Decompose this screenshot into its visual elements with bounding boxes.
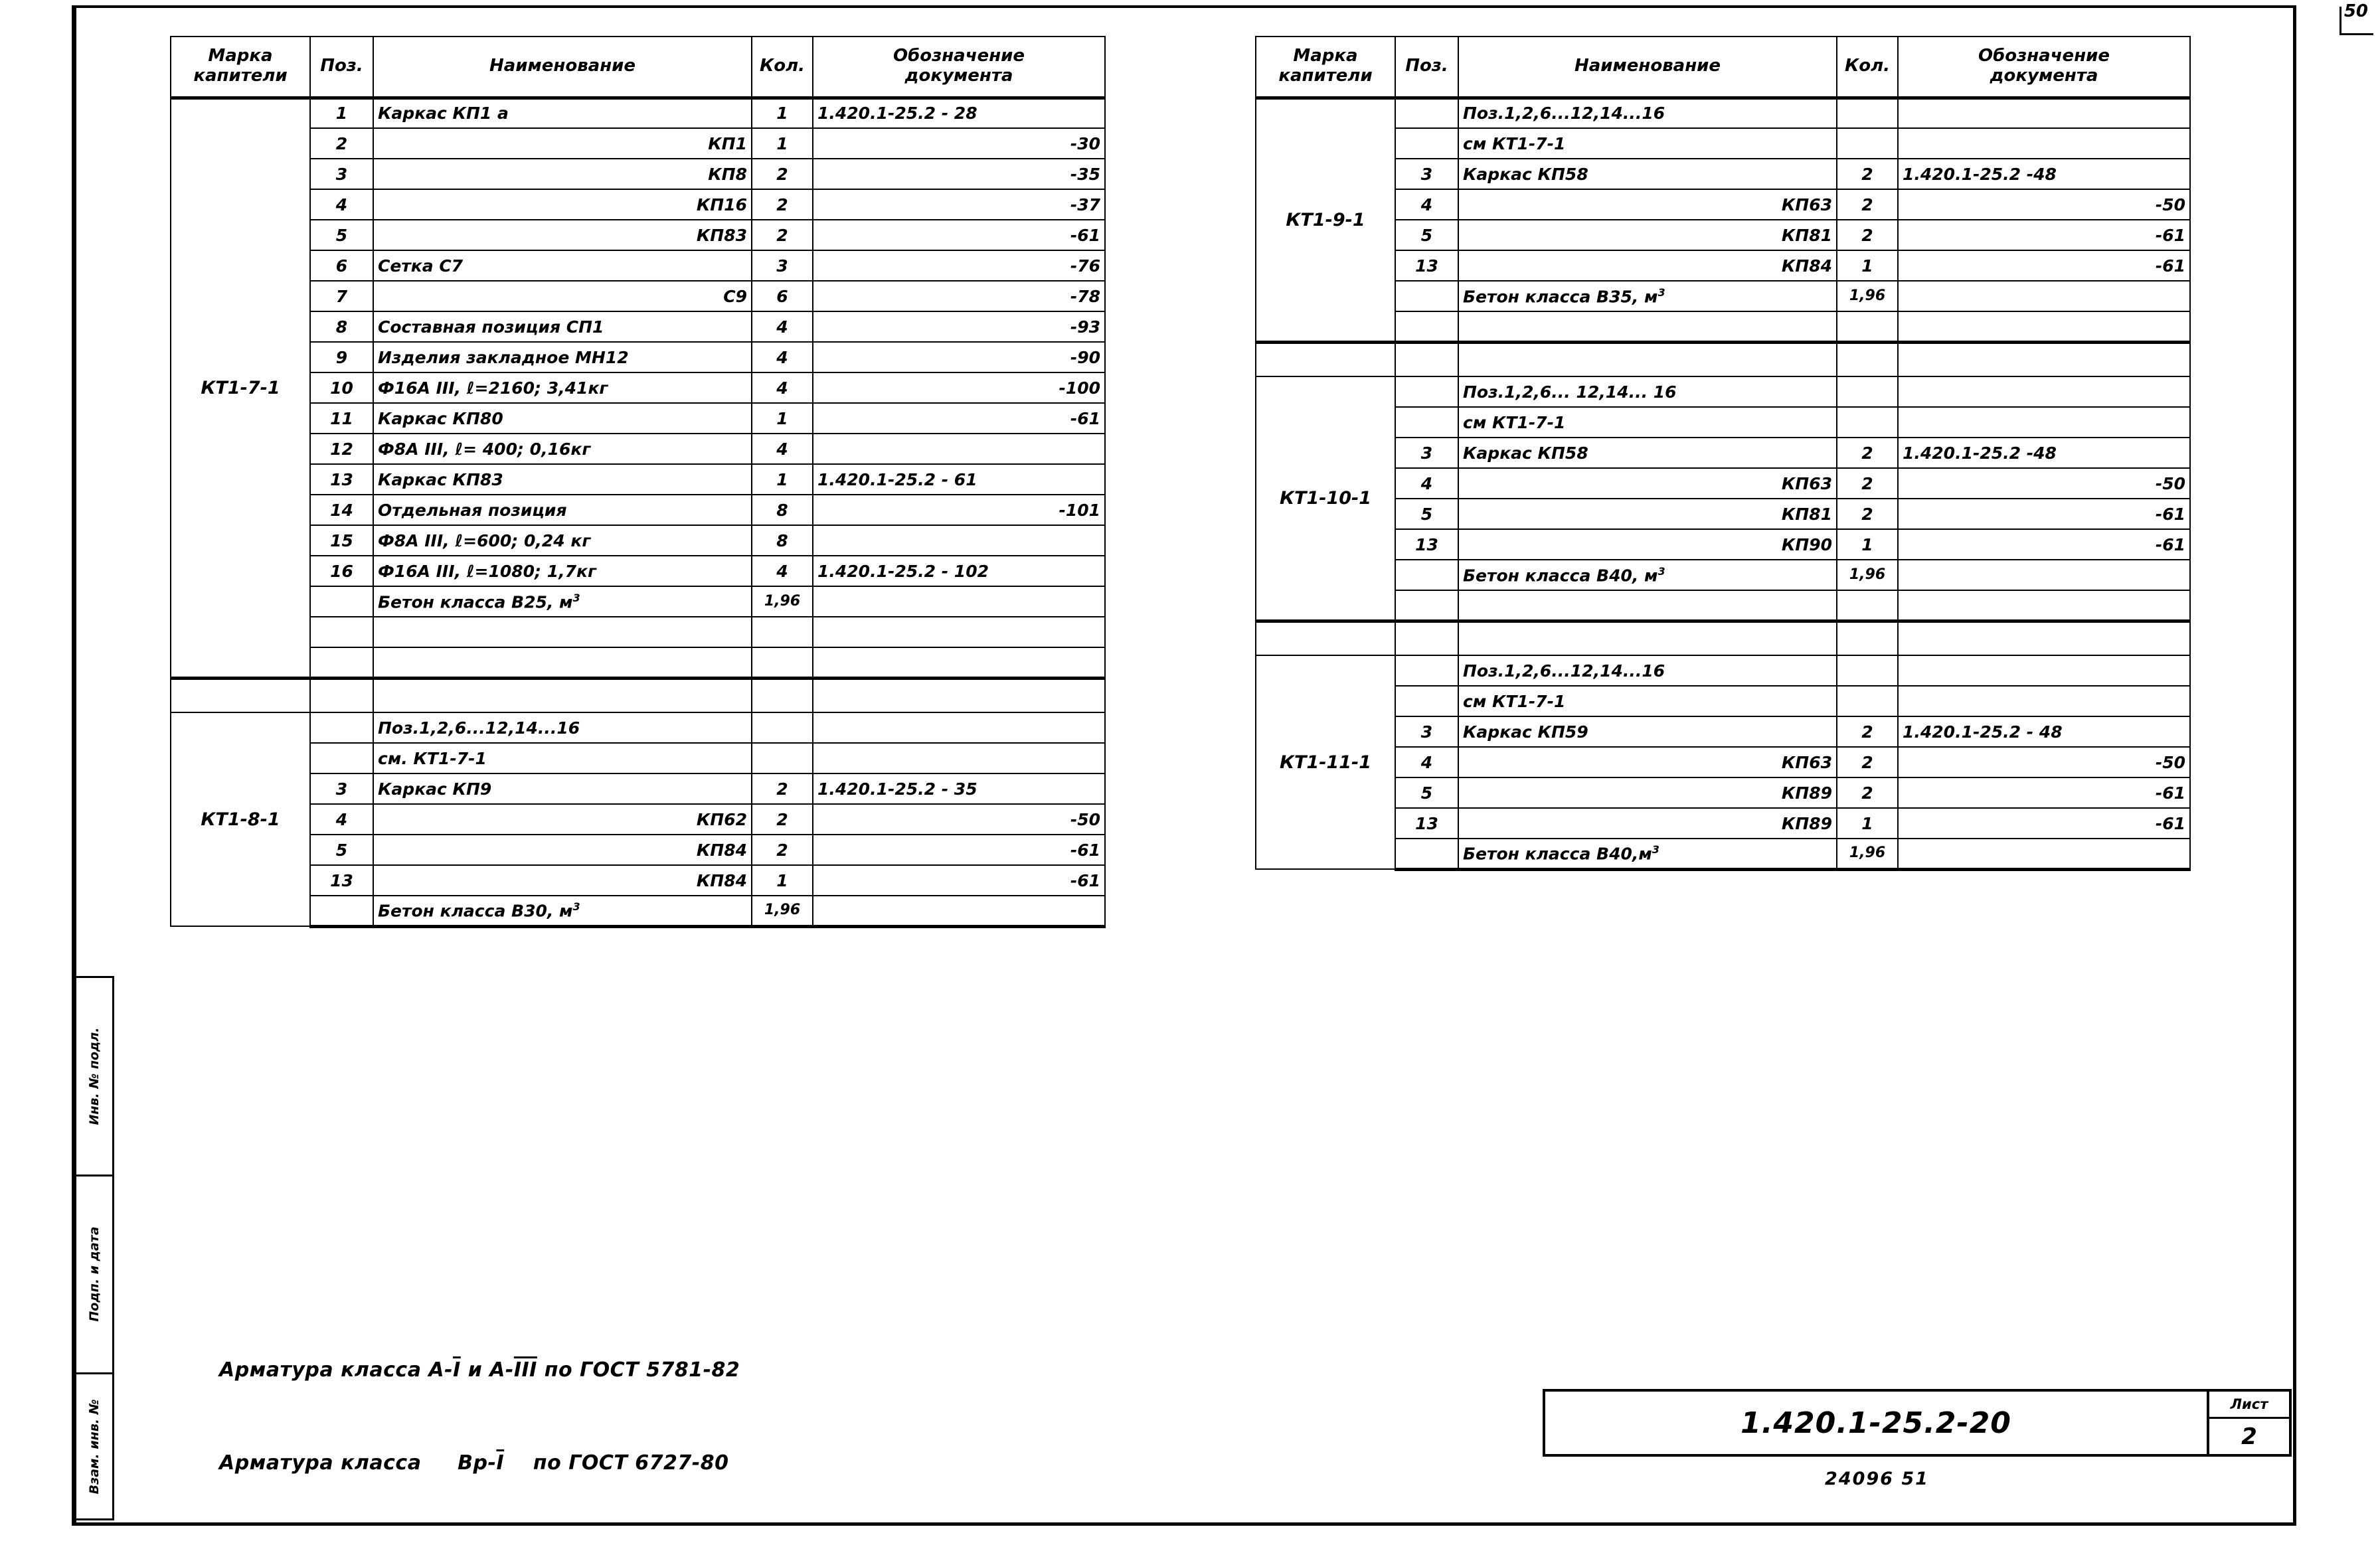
cell-quantity xyxy=(752,743,813,773)
cell-position: 4 xyxy=(310,189,373,220)
cell-position xyxy=(310,712,373,743)
stamp-cell-inv-podl: Инв. № подл. xyxy=(76,978,112,1176)
cell-name: КП89 xyxy=(1458,808,1837,839)
cell-quantity xyxy=(1837,376,1898,407)
cell-position: 13 xyxy=(310,865,373,896)
table-row xyxy=(1256,128,2190,159)
cell-quantity: 1,96 xyxy=(1837,281,1898,311)
cell-position xyxy=(310,896,373,926)
table-row xyxy=(171,896,1105,926)
column-header-qty: Кол. xyxy=(1837,37,1898,98)
spacer-cell xyxy=(1898,621,2190,655)
cell-name: Поз.1,2,6... 12,14... 16 xyxy=(1458,376,1837,407)
cell-document-code: -90 xyxy=(813,342,1105,372)
table-row xyxy=(1256,376,2190,407)
cell-name: Ф16А III, ℓ=2160; 3,41кг xyxy=(373,372,752,403)
cell-quantity: 8 xyxy=(752,525,813,556)
cell-quantity xyxy=(1837,686,1898,716)
cell-quantity: 4 xyxy=(752,556,813,586)
cell-name: КП81 xyxy=(1458,220,1837,250)
cell-document-code: 1.420.1-25.2 -48 xyxy=(1898,438,2190,468)
cell-quantity: 2 xyxy=(1837,716,1898,747)
cell-name: Отдельная позиция xyxy=(373,495,752,525)
table-row xyxy=(1256,468,2190,499)
cell-quantity: 1,96 xyxy=(1837,560,1898,590)
sheet-number-box xyxy=(2207,1392,2289,1454)
cell-document-code: -78 xyxy=(813,281,1105,311)
table-row xyxy=(1256,189,2190,220)
cell-quantity: 2 xyxy=(1837,159,1898,189)
cell-quantity: 4 xyxy=(752,434,813,464)
sheet-number: 2 xyxy=(2241,1423,2257,1450)
cell-position: 3 xyxy=(1395,438,1458,468)
table-header-row xyxy=(1256,37,2190,98)
cell-document-code xyxy=(813,525,1105,556)
cell-name: см. КТ1-7-1 xyxy=(373,743,752,773)
cell-position: 2 xyxy=(310,128,373,159)
cell-position xyxy=(310,617,373,647)
cell-position xyxy=(1395,407,1458,438)
cell-quantity xyxy=(752,712,813,743)
cell-quantity: 2 xyxy=(752,159,813,189)
spacer-cell xyxy=(171,678,310,712)
block-separator-row xyxy=(1256,342,2190,376)
cell-position: 13 xyxy=(1395,808,1458,839)
cell-position: 15 xyxy=(310,525,373,556)
table-row xyxy=(1256,808,2190,839)
cell-name: КП8 xyxy=(373,159,752,189)
column-header-pos: Поз. xyxy=(310,37,373,98)
cell-name: Ф8А III, ℓ= 400; 0,16кг xyxy=(373,434,752,464)
cell-document-code xyxy=(813,896,1105,926)
cell-document-code: -50 xyxy=(1898,468,2190,499)
capital-mark-cell: КТ1-11-1 xyxy=(1256,655,1395,869)
table-row xyxy=(171,434,1105,464)
capital-mark-cell: КТ1-9-1 xyxy=(1256,98,1395,342)
cell-document-code: -61 xyxy=(1898,220,2190,250)
cell-position xyxy=(310,743,373,773)
cell-name: КП81 xyxy=(1458,499,1837,529)
capital-mark-cell: КТ1-7-1 xyxy=(171,98,310,678)
cell-document-code: -30 xyxy=(813,128,1105,159)
cell-name: КП84 xyxy=(1458,250,1837,281)
spacer-cell xyxy=(1898,342,2190,376)
spacer-cell xyxy=(373,678,752,712)
table-row xyxy=(1256,839,2190,869)
cell-quantity: 2 xyxy=(1837,777,1898,808)
cell-name: КП89 xyxy=(1458,777,1837,808)
cell-quantity: 1 xyxy=(1837,250,1898,281)
cell-position xyxy=(310,586,373,617)
cell-position: 4 xyxy=(1395,747,1458,777)
cell-document-code: -37 xyxy=(813,189,1105,220)
spacer-cell xyxy=(1458,342,1837,376)
cell-document-code xyxy=(1898,407,2190,438)
cell-name xyxy=(1458,590,1837,621)
cell-name: КП62 xyxy=(373,804,752,835)
reinforcement-notes xyxy=(219,1293,740,1510)
cell-quantity: 1,96 xyxy=(1837,839,1898,869)
cell-name: Бетон класса В30, $м^3$ xyxy=(373,896,752,926)
cell-position: 9 xyxy=(310,342,373,372)
cell-quantity: 1,96 xyxy=(752,586,813,617)
table-row xyxy=(171,712,1105,743)
cell-document-code: -35 xyxy=(813,159,1105,189)
cell-position: 3 xyxy=(1395,716,1458,747)
cell-name: КП63 xyxy=(1458,747,1837,777)
cell-position xyxy=(1395,655,1458,686)
cell-quantity: 2 xyxy=(1837,438,1898,468)
corner-page-number: 50 xyxy=(2343,1,2368,21)
cell-document-code: -61 xyxy=(1898,777,2190,808)
cell-name: КП16 xyxy=(373,189,752,220)
column-header-name: Наименование xyxy=(373,37,752,98)
class-a1-roman: $\overline{I}$ xyxy=(453,1358,461,1382)
cell-name: КП1 xyxy=(373,128,752,159)
table-row xyxy=(1256,560,2190,590)
table-row xyxy=(171,189,1105,220)
table-row xyxy=(171,250,1105,281)
cell-document-code: -61 xyxy=(813,220,1105,250)
cell-position xyxy=(1395,311,1458,342)
cell-document-code: -61 xyxy=(813,403,1105,434)
cell-document-code xyxy=(1898,839,2190,869)
cell-document-code: 1.420.1-25.2 - 28 xyxy=(813,98,1105,128)
cell-position xyxy=(1395,686,1458,716)
cell-name: Каркас КП58 xyxy=(1458,159,1837,189)
table-row xyxy=(171,128,1105,159)
cell-name: Бетон класса В40, $м^3$ xyxy=(1458,560,1837,590)
stamp-cell-vzam-inv: Взам. инв. № xyxy=(87,1399,102,1495)
cell-document-code: -50 xyxy=(813,804,1105,835)
cell-document-code xyxy=(813,617,1105,647)
cell-position: 12 xyxy=(310,434,373,464)
cell-quantity xyxy=(1837,311,1898,342)
cell-quantity: 3 xyxy=(752,250,813,281)
table-row xyxy=(171,586,1105,617)
cell-document-code: -100 xyxy=(813,372,1105,403)
capital-mark-cell: КТ1-8-1 xyxy=(171,712,310,926)
column-header-qty: Кол. xyxy=(752,37,813,98)
cell-position xyxy=(1395,376,1458,407)
cell-quantity: 1 xyxy=(752,98,813,128)
archive-code: 24096 51 xyxy=(1825,1469,1929,1489)
column-header-name: Наименование xyxy=(1458,37,1837,98)
cell-document-code: -61 xyxy=(813,835,1105,865)
cell-position: 5 xyxy=(310,835,373,865)
cell-document-code xyxy=(1898,281,2190,311)
cell-document-code: -61 xyxy=(1898,529,2190,560)
cell-quantity: 2 xyxy=(752,804,813,835)
table-row xyxy=(171,835,1105,865)
cell-document-code xyxy=(813,434,1105,464)
specification-table-left xyxy=(170,36,1106,928)
spacer-cell xyxy=(813,678,1105,712)
specification-table-right xyxy=(1255,36,2191,871)
cell-quantity: 2 xyxy=(1837,468,1898,499)
cell-quantity: 2 xyxy=(752,189,813,220)
spacer-cell xyxy=(1837,621,1898,655)
table-row xyxy=(1256,220,2190,250)
cell-quantity: 2 xyxy=(752,220,813,250)
cell-document-code xyxy=(1898,686,2190,716)
column-header-mark: Марка капители xyxy=(171,37,310,98)
cell-position: 13 xyxy=(310,464,373,495)
cell-document-code xyxy=(1898,560,2190,590)
cell-position: 8 xyxy=(310,311,373,342)
cell-position: 4 xyxy=(1395,189,1458,220)
note-line-2: Арматура класса $Вр-\overline{I}$ по ГОСТ 6727-80 xyxy=(219,1451,729,1475)
cell-document-code: 1.420.1-25.2 - 102 xyxy=(813,556,1105,586)
cell-name: Ф8А III, ℓ=600; 0,24 кг xyxy=(373,525,752,556)
column-header-mark: Марка капители xyxy=(1256,37,1395,98)
cell-quantity: 1 xyxy=(1837,808,1898,839)
cell-document-code xyxy=(813,712,1105,743)
cell-quantity: 8 xyxy=(752,495,813,525)
cell-position: 3 xyxy=(310,159,373,189)
cell-quantity: 4 xyxy=(752,311,813,342)
table-row xyxy=(1256,250,2190,281)
cell-name: КП90 xyxy=(1458,529,1837,560)
table-row xyxy=(171,464,1105,495)
cell-position: 4 xyxy=(1395,468,1458,499)
cell-name: Бетон класса $В40,м^3$ xyxy=(1458,839,1837,869)
table-row xyxy=(1256,655,2190,686)
table-row xyxy=(1256,438,2190,468)
cell-position xyxy=(1395,281,1458,311)
cell-quantity: 1,96 xyxy=(752,896,813,926)
cell-position: 6 xyxy=(310,250,373,281)
cell-quantity: 2 xyxy=(1837,189,1898,220)
cell-position: 3 xyxy=(310,773,373,804)
cell-document-code: -61 xyxy=(813,865,1105,896)
cell-document-code: -61 xyxy=(1898,250,2190,281)
cell-quantity: 2 xyxy=(1837,747,1898,777)
spacer-cell xyxy=(1256,621,1395,655)
cell-position xyxy=(1395,839,1458,869)
cell-name: см КТ1-7-1 xyxy=(1458,128,1837,159)
capital-mark-cell: КТ1-10-1 xyxy=(1256,376,1395,621)
cell-document-code: -61 xyxy=(1898,808,2190,839)
spacer-cell xyxy=(1837,342,1898,376)
table-row xyxy=(1256,747,2190,777)
cell-document-code xyxy=(813,586,1105,617)
table-row xyxy=(171,342,1105,372)
cell-document-code xyxy=(1898,98,2190,128)
cell-name: Каркас КП1 а xyxy=(373,98,752,128)
table-header-row xyxy=(171,37,1105,98)
cell-name xyxy=(1458,311,1837,342)
cell-name: Каркас КП80 xyxy=(373,403,752,434)
class-bp1-roman: $\overline{I}$ xyxy=(496,1451,505,1475)
cell-position: 3 xyxy=(1395,159,1458,189)
cell-quantity xyxy=(1837,128,1898,159)
cell-name: см КТ1-7-1 xyxy=(1458,407,1837,438)
table-row xyxy=(171,281,1105,311)
cell-name: КП63 xyxy=(1458,189,1837,220)
cell-name xyxy=(373,647,752,678)
note-line-1: Арматура класса $А-\overline{I}$ и $А-\overline{III}$ по ГОСТ 5781-82 xyxy=(219,1358,740,1382)
cell-name: Бетон класса В35, $м^3$ xyxy=(1458,281,1837,311)
spacer-cell xyxy=(1256,342,1395,376)
column-header-pos: Поз. xyxy=(1395,37,1458,98)
table-row xyxy=(171,495,1105,525)
cell-position: 7 xyxy=(310,281,373,311)
cell-quantity: 2 xyxy=(752,773,813,804)
document-code: 1.420.1-25.2-20 xyxy=(1741,1406,2011,1440)
cell-position: 5 xyxy=(1395,499,1458,529)
cell-position: 5 xyxy=(1395,777,1458,808)
cell-name: Каркас КП9 xyxy=(373,773,752,804)
title-block xyxy=(1543,1389,2292,1457)
block-separator-row xyxy=(1256,621,2190,655)
table-row xyxy=(1256,311,2190,342)
cell-quantity: 1 xyxy=(752,464,813,495)
cell-quantity: 6 xyxy=(752,281,813,311)
cell-name: КП84 xyxy=(373,865,752,896)
spacer-cell xyxy=(310,678,373,712)
cell-position: 5 xyxy=(1395,220,1458,250)
cell-name: Ф16А III, ℓ=1080; 1,7кг xyxy=(373,556,752,586)
cell-name: см КТ1-7-1 xyxy=(1458,686,1837,716)
cell-name: Каркас КП59 xyxy=(1458,716,1837,747)
cell-name xyxy=(373,617,752,647)
table-row xyxy=(171,311,1105,342)
cell-document-code: 1.420.1-25.2 - 61 xyxy=(813,464,1105,495)
table-row xyxy=(1256,590,2190,621)
cell-quantity: 1 xyxy=(752,865,813,896)
cell-name: Сетка С7 xyxy=(373,250,752,281)
cell-document-code xyxy=(1898,376,2190,407)
table-row xyxy=(171,617,1105,647)
cell-position: 10 xyxy=(310,372,373,403)
cell-quantity xyxy=(1837,655,1898,686)
column-header-doc: Обозначение документа xyxy=(813,37,1105,98)
table-row xyxy=(171,98,1105,128)
cell-quantity: 2 xyxy=(1837,499,1898,529)
table-row xyxy=(171,403,1105,434)
cell-document-code xyxy=(1898,311,2190,342)
table-row xyxy=(1256,499,2190,529)
spacer-cell xyxy=(1395,342,1458,376)
cell-name: Составная позиция СП1 xyxy=(373,311,752,342)
table-row xyxy=(1256,777,2190,808)
table-row xyxy=(171,220,1105,250)
cell-document-code: -101 xyxy=(813,495,1105,525)
spacer-cell xyxy=(1458,621,1837,655)
cell-position: 5 xyxy=(310,220,373,250)
cell-position xyxy=(1395,98,1458,128)
cell-position: 16 xyxy=(310,556,373,586)
cell-document-code xyxy=(1898,128,2190,159)
table-row xyxy=(171,159,1105,189)
cell-position: 13 xyxy=(1395,250,1458,281)
cell-name: Каркас КП58 xyxy=(1458,438,1837,468)
cell-document-code: 1.420.1-25.2 - 48 xyxy=(1898,716,2190,747)
cell-quantity: 1 xyxy=(1837,529,1898,560)
cell-document-code: -93 xyxy=(813,311,1105,342)
cell-name: КП84 xyxy=(373,835,752,865)
table-row xyxy=(171,743,1105,773)
table-row xyxy=(171,773,1105,804)
stamp-cell-podp-data: Подп. и дата xyxy=(76,1176,112,1375)
cell-position: 14 xyxy=(310,495,373,525)
cell-quantity xyxy=(1837,590,1898,621)
class-a3-roman: $\overline{III}$ xyxy=(513,1358,537,1382)
cell-position xyxy=(310,647,373,678)
table-row xyxy=(1256,407,2190,438)
cell-position xyxy=(1395,590,1458,621)
sheet-label: Лист xyxy=(2209,1392,2289,1419)
spacer-cell xyxy=(1395,621,1458,655)
spacer-cell xyxy=(752,678,813,712)
table-row xyxy=(171,372,1105,403)
table-row xyxy=(171,804,1105,835)
cell-document-code: -61 xyxy=(1898,499,2190,529)
cell-quantity: 1 xyxy=(752,403,813,434)
cell-document-code: -76 xyxy=(813,250,1105,281)
cell-document-code: -50 xyxy=(1898,189,2190,220)
cell-document-code xyxy=(813,743,1105,773)
block-separator-row xyxy=(171,678,1105,712)
cell-position: 13 xyxy=(1395,529,1458,560)
cell-quantity: 2 xyxy=(1837,220,1898,250)
cell-name: КП63 xyxy=(1458,468,1837,499)
cell-quantity xyxy=(1837,407,1898,438)
cell-quantity: 1 xyxy=(752,128,813,159)
cell-name: Поз.1,2,6...12,14...16 xyxy=(1458,655,1837,686)
table-row xyxy=(171,647,1105,678)
cell-position: 4 xyxy=(310,804,373,835)
cell-position xyxy=(1395,128,1458,159)
cell-quantity: 2 xyxy=(752,835,813,865)
cell-document-code xyxy=(1898,590,2190,621)
table-row xyxy=(1256,98,2190,128)
cell-name: Изделия закладное МН12 xyxy=(373,342,752,372)
cell-name: Поз.1,2,6...12,14...16 xyxy=(373,712,752,743)
cell-position: 11 xyxy=(310,403,373,434)
table-row xyxy=(171,525,1105,556)
table-row xyxy=(1256,716,2190,747)
cell-name: КП83 xyxy=(373,220,752,250)
cell-document-code: 1.420.1-25.2 - 35 xyxy=(813,773,1105,804)
cell-quantity xyxy=(1837,98,1898,128)
cell-position: 1 xyxy=(310,98,373,128)
column-header-doc: Обозначение документа xyxy=(1898,37,2190,98)
table-row xyxy=(171,865,1105,896)
cell-document-code: 1.420.1-25.2 -48 xyxy=(1898,159,2190,189)
table-row xyxy=(1256,686,2190,716)
cell-quantity: 4 xyxy=(752,342,813,372)
cell-position xyxy=(1395,560,1458,590)
drawing-stamp-strip xyxy=(74,976,114,1520)
cell-name: Поз.1,2,6...12,14...16 xyxy=(1458,98,1837,128)
cell-name: Каркас КП83 xyxy=(373,464,752,495)
cell-quantity: 4 xyxy=(752,372,813,403)
cell-name: Бетон класса В25, $м^3$ xyxy=(373,586,752,617)
cell-document-code xyxy=(813,647,1105,678)
cell-document-code xyxy=(1898,655,2190,686)
cell-quantity xyxy=(752,617,813,647)
table-row xyxy=(171,556,1105,586)
table-row xyxy=(1256,281,2190,311)
cell-quantity xyxy=(752,647,813,678)
table-row xyxy=(1256,159,2190,189)
cell-document-code: -50 xyxy=(1898,747,2190,777)
table-row xyxy=(1256,529,2190,560)
cell-name: С9 xyxy=(373,281,752,311)
